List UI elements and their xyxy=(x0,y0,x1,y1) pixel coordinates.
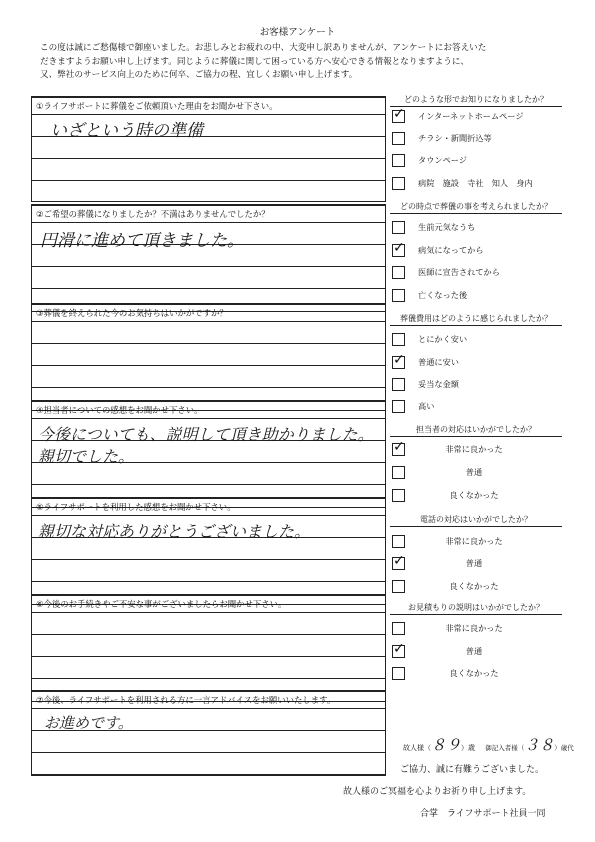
prayer-text: 故人様のご冥福を心よりお祈り申し上げます。 xyxy=(343,787,532,797)
intro-line: 又、弊社のサービス向上のために何卒、ご協力の程、宜しくお願い申し上げます。 xyxy=(40,70,358,80)
handwritten-answer: 円滑に進めて頂きました。 xyxy=(40,231,244,251)
question-label: ⑥今後のお手続きやご不安な事がございましたらお聞かせ下さい。 xyxy=(32,594,385,613)
check-mark-icon: ✓ xyxy=(393,553,405,569)
check-mark-icon: ✓ xyxy=(393,240,405,256)
deceased-age-unit: ）歳 xyxy=(461,744,476,752)
handwritten-answer: 親切でした。 xyxy=(38,447,135,466)
option-label: 良くなかった xyxy=(449,581,499,591)
option-label: 生前元気なうち xyxy=(418,222,476,232)
option-checkbox[interactable] xyxy=(392,439,405,456)
option-label: 亡くなった後 xyxy=(418,290,468,300)
intro-line: だきますようお願い申し上げます。同じように葬儀に関して困っている方へ安心できる情報となりますように、 xyxy=(40,56,470,67)
option-label: タウンページ xyxy=(418,155,467,165)
option-label: とにかく安い xyxy=(418,334,468,344)
option-checkbox[interactable] xyxy=(392,553,405,570)
writer-age-value[interactable]: ３８ xyxy=(524,736,555,754)
handwritten-answer: 親切な対応ありがとうございました。 xyxy=(38,522,311,541)
question-label: ⑤ライフサポートを利用した感想をお聞かせ下さい。 xyxy=(32,497,385,516)
check-mark-icon: ✓ xyxy=(393,106,405,122)
option-label: 病気になってから xyxy=(418,245,484,255)
age-row xyxy=(403,734,574,755)
writer-age-unit: ）歳代 xyxy=(554,744,574,752)
answer-line[interactable] xyxy=(32,267,385,289)
answer-line[interactable] xyxy=(32,635,385,657)
question-label: ⑦今後、ライフサポートを利用される方に一言アドバイスをお願いいたします。 xyxy=(32,690,385,709)
handwritten-answer: お進めです。 xyxy=(44,714,133,732)
option-label: 良くなかった xyxy=(449,490,499,500)
option-checkbox[interactable] xyxy=(392,266,405,279)
side-question-title: どのような形でお知りになりましたか？ xyxy=(390,94,562,107)
answer-line[interactable] xyxy=(32,366,385,388)
answer-line[interactable] xyxy=(32,613,385,635)
thanks-text: ご協力、誠に有難うございました。 xyxy=(400,765,545,775)
option-checkbox[interactable] xyxy=(392,667,405,680)
handwritten-answer: いざという時の準備 xyxy=(50,121,203,141)
option-label: 普通 xyxy=(465,646,483,656)
side-question-title: どの時点で葬儀の事を考えられましたか？ xyxy=(390,201,562,214)
answer-line[interactable] xyxy=(32,753,385,775)
answer-line[interactable] xyxy=(32,181,385,201)
option-checkbox[interactable] xyxy=(392,352,405,369)
answer-line[interactable] xyxy=(32,159,385,181)
option-label: 普通 xyxy=(465,558,483,568)
question-label: ②ご希望の葬儀になりましたか？不満はありませんでしたか？ xyxy=(32,204,385,223)
option-checkbox[interactable] xyxy=(392,106,405,123)
writer-age-label: 御記入者様（ xyxy=(485,744,525,752)
option-checkbox[interactable] xyxy=(392,333,405,346)
handwritten-answer: 今後についても、説明して頂き助かりました。 xyxy=(38,425,374,444)
option-checkbox[interactable] xyxy=(392,580,405,593)
check-mark-icon: ✓ xyxy=(393,352,405,368)
intro-line: この度は誠にご愁傷様で御座いました。お悲しみとお疲れの中、大変申し訳ありませんが、アンケートにお答えいた xyxy=(40,43,487,53)
survey-title: お客様アンケート xyxy=(259,27,336,38)
option-checkbox[interactable] xyxy=(392,154,405,167)
question-label: ①ライフサポートに葬儀をご依頼頂いた理由をお聞かせ下さい。 xyxy=(32,96,385,115)
option-label: 良くなかった xyxy=(449,668,499,678)
question-label: ④担当者についての感想をお聞かせ下さい。 xyxy=(32,400,385,419)
check-mark-icon: ✓ xyxy=(393,439,405,455)
option-label: 病院 施設 寺社 知人 身内 xyxy=(418,178,533,188)
option-checkbox[interactable] xyxy=(392,622,405,635)
question-block-3 xyxy=(31,303,386,411)
question-block-6 xyxy=(31,594,386,702)
question-label: ③葬儀を終えられた今のお気持ちはいかがですか？ xyxy=(32,303,385,322)
option-checkbox[interactable] xyxy=(392,240,405,257)
answer-line[interactable] xyxy=(32,731,385,753)
answer-line[interactable] xyxy=(32,344,385,366)
option-label: 医師に宣告されてから xyxy=(418,267,500,277)
option-checkbox[interactable] xyxy=(392,489,405,502)
option-checkbox[interactable] xyxy=(392,400,405,413)
deceased-age-value[interactable]: ８９ xyxy=(431,736,462,754)
question-block-1 xyxy=(31,96,386,202)
option-checkbox[interactable] xyxy=(392,378,405,391)
option-checkbox[interactable] xyxy=(392,466,405,479)
option-label: 非常に良かった xyxy=(445,536,503,546)
side-question-title: 葬儀費用はどのように感じられましたか？ xyxy=(390,313,562,326)
intro-text xyxy=(40,42,560,83)
question-block-7 xyxy=(31,690,386,776)
option-label: チラシ・新聞折込等 xyxy=(418,133,492,143)
side-question-title: 電話の対応はいかがでしたか？ xyxy=(390,514,562,527)
deceased-age-label: 故人様（ xyxy=(403,744,431,752)
option-label: 妥当な金額 xyxy=(418,379,459,389)
option-label: インターネットホームページ xyxy=(418,111,524,121)
answer-line[interactable] xyxy=(32,322,385,344)
answer-line[interactable] xyxy=(32,657,385,679)
side-question-title: お見積もりの説明はいかがでしたか？ xyxy=(390,602,562,615)
option-checkbox[interactable] xyxy=(392,132,405,145)
option-label: 普通に安い xyxy=(418,357,459,367)
option-checkbox[interactable] xyxy=(392,289,405,302)
signature-text: 合掌 ライフサポート社員一同 xyxy=(420,809,546,819)
side-question-title: 担当者の対応はいかがでしたか？ xyxy=(390,424,562,437)
option-label: 非常に良かった xyxy=(445,444,503,454)
question-block-2 xyxy=(31,204,386,312)
option-label: 普通 xyxy=(465,467,483,477)
option-label: 高い xyxy=(418,401,435,411)
option-checkbox[interactable] xyxy=(392,535,405,548)
answer-line[interactable] xyxy=(32,560,385,582)
option-label: 非常に良かった xyxy=(445,623,503,633)
question-block-5 xyxy=(31,497,386,605)
option-checkbox[interactable] xyxy=(392,221,405,234)
option-checkbox[interactable] xyxy=(392,641,405,658)
option-checkbox[interactable] xyxy=(392,177,405,190)
check-mark-icon: ✓ xyxy=(393,641,405,657)
